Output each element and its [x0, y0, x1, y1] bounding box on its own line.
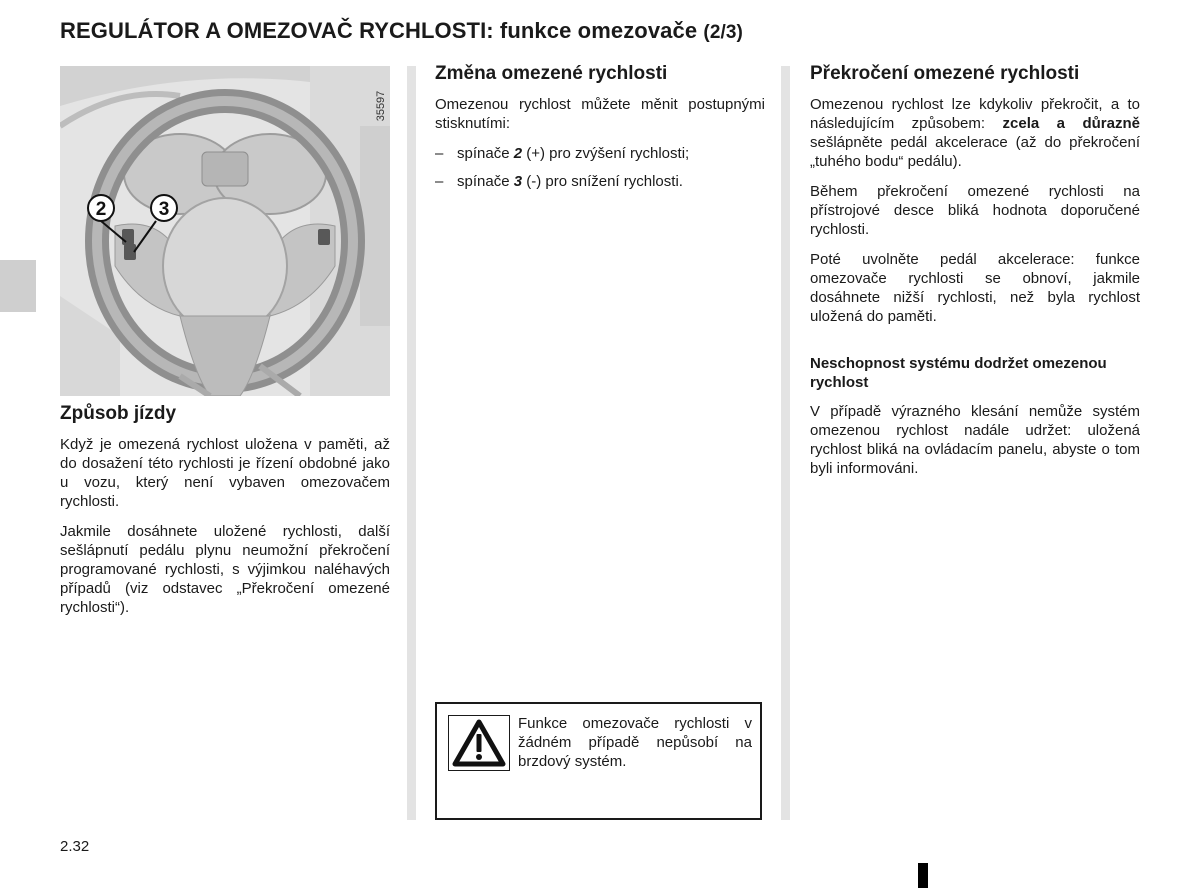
- subheading-inability: Neschopnost systému dodržet omezenou rychlost: [810, 355, 1107, 391]
- callout-3-label: 3: [158, 199, 170, 220]
- figure-number: 35597: [375, 90, 387, 122]
- left-column: [60, 402, 390, 628]
- switch-number: 3: [513, 173, 523, 190]
- page-title: [60, 18, 743, 44]
- page-title-text: REGULÁTOR A OMEZOVAČ RYCHLOSTI: funkce omezovače: [60, 18, 698, 43]
- column-separator: [781, 66, 790, 820]
- middle-column: [435, 62, 765, 200]
- warning-box: [435, 702, 762, 820]
- paragraph: V případě výrazného klesání nemůže systém omezenou rychlost nadále udržet: uložená rychlost bliká na ovládacím panelu, abyste o tom byli informováni.: [810, 403, 1140, 477]
- callout-3-leader: [134, 221, 156, 252]
- warning-triangle-icon: [448, 715, 510, 771]
- right-column: [810, 62, 1140, 489]
- paragraph-text: Omezenou rychlost lze kdykoliv překročit, a to následujícím způsobem:: [810, 96, 1140, 132]
- paragraph-text: sešlápněte pedál akcelerace (až do překročení „tuhého bodu“ pedálu).: [810, 134, 1140, 170]
- list-dash: –: [435, 173, 444, 190]
- list-item-prefix: spínače: [457, 173, 514, 190]
- list-item-suffix: (-) pro snížení rychlosti.: [522, 173, 683, 190]
- section-tab: [0, 260, 36, 312]
- list-item-text: [457, 144, 689, 163]
- callout-2-label: 2: [95, 199, 107, 220]
- list-item-text: [457, 172, 683, 191]
- warning-text: Funkce omezovače rychlosti v žádném případě nepůsobí na brzdový systém.: [518, 715, 752, 770]
- list-item-prefix: spínače: [457, 145, 514, 162]
- page-number: 2.32: [60, 838, 90, 855]
- list-item-suffix: (+) pro zvýšení rychlosti;: [522, 145, 690, 162]
- callout-layer: [60, 66, 390, 396]
- section-heading-change-speed: Změna omezené rychlosti: [435, 63, 668, 84]
- callout-2-leader: [101, 221, 126, 242]
- column-separator: [407, 66, 416, 820]
- crop-mark: [918, 863, 928, 888]
- emphasis-text: zcela a důrazně: [1002, 115, 1140, 132]
- list-item: [435, 144, 765, 163]
- switch-number: 2: [513, 145, 523, 162]
- page-title-part: (2/3): [703, 22, 743, 43]
- paragraph: Poté uvolněte pedál akcelerace: funkce omezovače rychlosti se obnoví, jakmile dosáhnete nižší rychlosti, než byla rychlost uložená do paměti.: [810, 251, 1140, 325]
- list-item: [435, 172, 765, 191]
- paragraph: Když je omezená rychlost uložena v paměti, až do dosažení této rychlosti je řízení obdobné jako u vozu, který není vybaven omezovačem rychlosti.: [60, 436, 390, 510]
- paragraph: [810, 95, 1140, 171]
- paragraph: Jakmile dosáhnete uložené rychlosti, další sešlápnutí pedálu plynu neumožní překročení programované rychlosti, s výjimkou naléhavých případů (viz odstavec „Překročení omezené rychlosti“).: [60, 523, 390, 616]
- list-dash: –: [435, 145, 444, 162]
- paragraph: Během překročení omezené rychlosti na přístrojové desce bliká hodnota doporučené rychlosti.: [810, 183, 1140, 238]
- section-heading-driving: Způsob jízdy: [60, 403, 177, 424]
- section-heading-exceed-speed: Překročení omezené rychlosti: [810, 63, 1080, 84]
- steering-wheel-illustration: [60, 66, 390, 396]
- paragraph: Omezenou rychlost můžete měnit postupnými stisknutími:: [435, 96, 765, 132]
